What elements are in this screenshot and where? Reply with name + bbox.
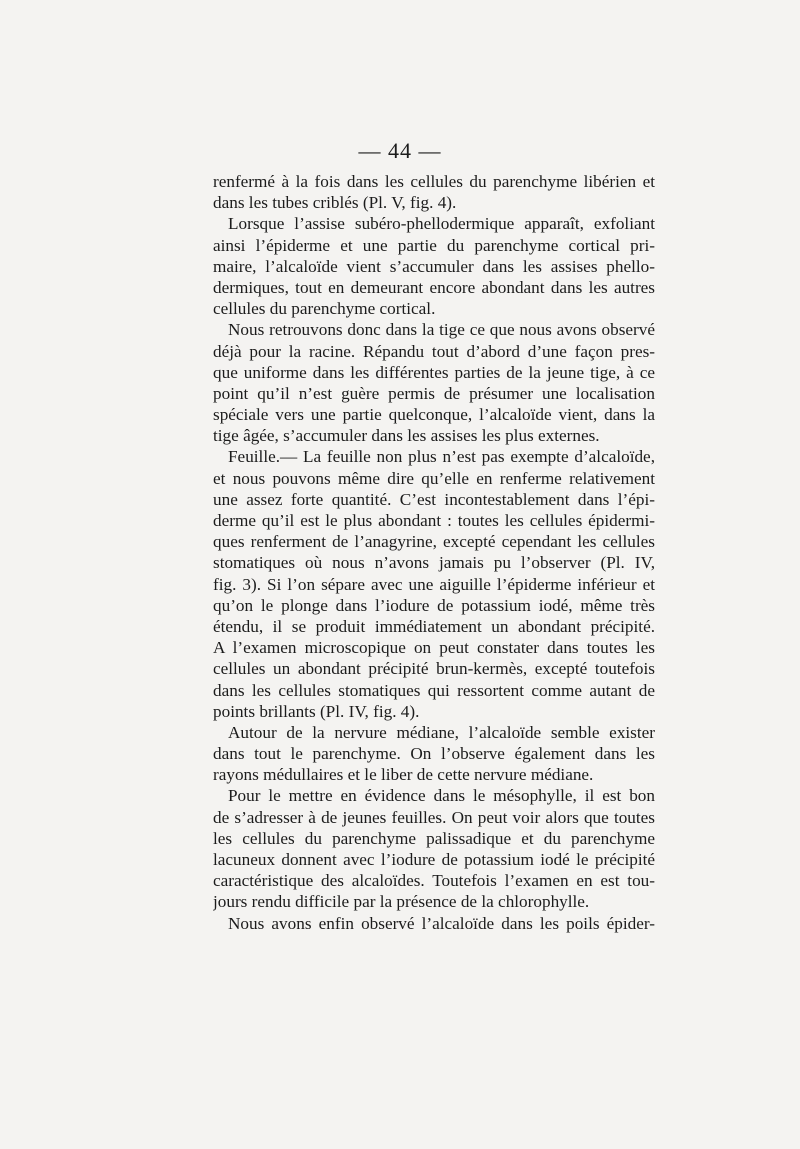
text-line: dans les tubes criblés (Pl. V, fig. 4). bbox=[213, 193, 457, 213]
text-line: Nous retrouvons donc dans la tige ce que nous avons observé bbox=[228, 320, 655, 340]
text-line: étendu, il se produit immédiatement un abondant précipité. bbox=[213, 616, 655, 636]
text-line: de s’adresser à de jeunes feuilles. On peut voir alors que toutes bbox=[213, 807, 655, 827]
text-line: caractéristique des alcaloïdes. Toutefois l’examen en est tou- bbox=[213, 871, 655, 891]
text-line: rayons médullaires et le liber de cette nervure médiane. bbox=[213, 765, 594, 785]
text-line: Feuille.— La feuille non plus n’est pas exempte d’alcaloïde, bbox=[228, 447, 655, 467]
body-text bbox=[213, 171, 655, 934]
text-line: que uniforme dans les différentes parties de la jeune tige, à ce bbox=[213, 362, 655, 382]
text-line: déjà pour la racine. Répandu tout d’abord d’une façon pres- bbox=[213, 341, 655, 361]
text-line: derme qu’il est le plus abondant : toutes les cellules épidermi- bbox=[213, 511, 655, 530]
text-line: dermiques, tout en demeurant encore abondant dans les autres bbox=[213, 277, 655, 297]
text-line: et nous pouvons même dire qu’elle en renferme relativement bbox=[213, 468, 655, 488]
text-line: Pour le mettre en évidence dans le mésophylle, il est bon bbox=[228, 786, 655, 806]
text-line: maire, l’alcaloïde vient s’accumuler dans les assises phello- bbox=[213, 256, 655, 276]
text-line: ques renferment de l’anagyrine, excepté cependant les cellules bbox=[213, 532, 655, 552]
text-line: cellules du parenchyme cortical. bbox=[213, 299, 436, 319]
text-line: les cellules du parenchyme palissadique et du parenchyme bbox=[213, 828, 655, 848]
text-line: tige âgée, s’accumuler dans les assises les plus externes. bbox=[213, 426, 600, 446]
text-line: une assez forte quantité. C’est incontestablement dans l’épi- bbox=[213, 489, 655, 509]
text-line: renfermé à la fois dans les cellules du parenchyme libérien et bbox=[213, 172, 655, 191]
text-line: stomatiques où nous n’avons jamais pu l’observer (Pl. IV, bbox=[213, 553, 655, 573]
page-number: — 44 — bbox=[358, 138, 442, 163]
text-line: Nous avons enfin observé l’alcaloïde dans les poils épider- bbox=[228, 913, 655, 933]
text-line: points brillants (Pl. IV, fig. 4). bbox=[213, 701, 420, 721]
text-line: lacuneux donnent avec l’iodure de potassium iodé le précipité bbox=[213, 850, 655, 869]
text-line: Autour de la nervure médiane, l’alcaloïde semble exister bbox=[228, 722, 655, 742]
text-line: point qu’il n’est guère permis de présumer une localisation bbox=[213, 383, 655, 403]
text-line: dans tout le parenchyme. On l’observe également dans les bbox=[213, 744, 655, 764]
text-line: cellules un abondant précipité brun-kermès, excepté toutefois bbox=[213, 659, 655, 679]
text-line: qu’on le plonge dans l’iodure de potassium iodé, même très bbox=[213, 595, 655, 615]
text-line: jours rendu difficile par la présence de la chlorophylle. bbox=[213, 892, 590, 912]
text-line: A l’examen microscopique on peut constater dans toutes les bbox=[213, 638, 655, 658]
text-line: ainsi l’épiderme et une partie du parenchyme cortical pri- bbox=[213, 235, 655, 255]
text-line: fig. 3). Si l’on sépare avec une aiguille l’épiderme inférieur et bbox=[213, 574, 655, 594]
text-line: dans les cellules stomatiques qui ressortent comme autant de bbox=[213, 680, 655, 700]
text-line: spéciale vers une partie quelconque, l’alcaloïde vient, dans la bbox=[213, 405, 655, 425]
text-line: Lorsque l’assise subéro-phellodermique apparaît, exfoliant bbox=[228, 214, 655, 234]
